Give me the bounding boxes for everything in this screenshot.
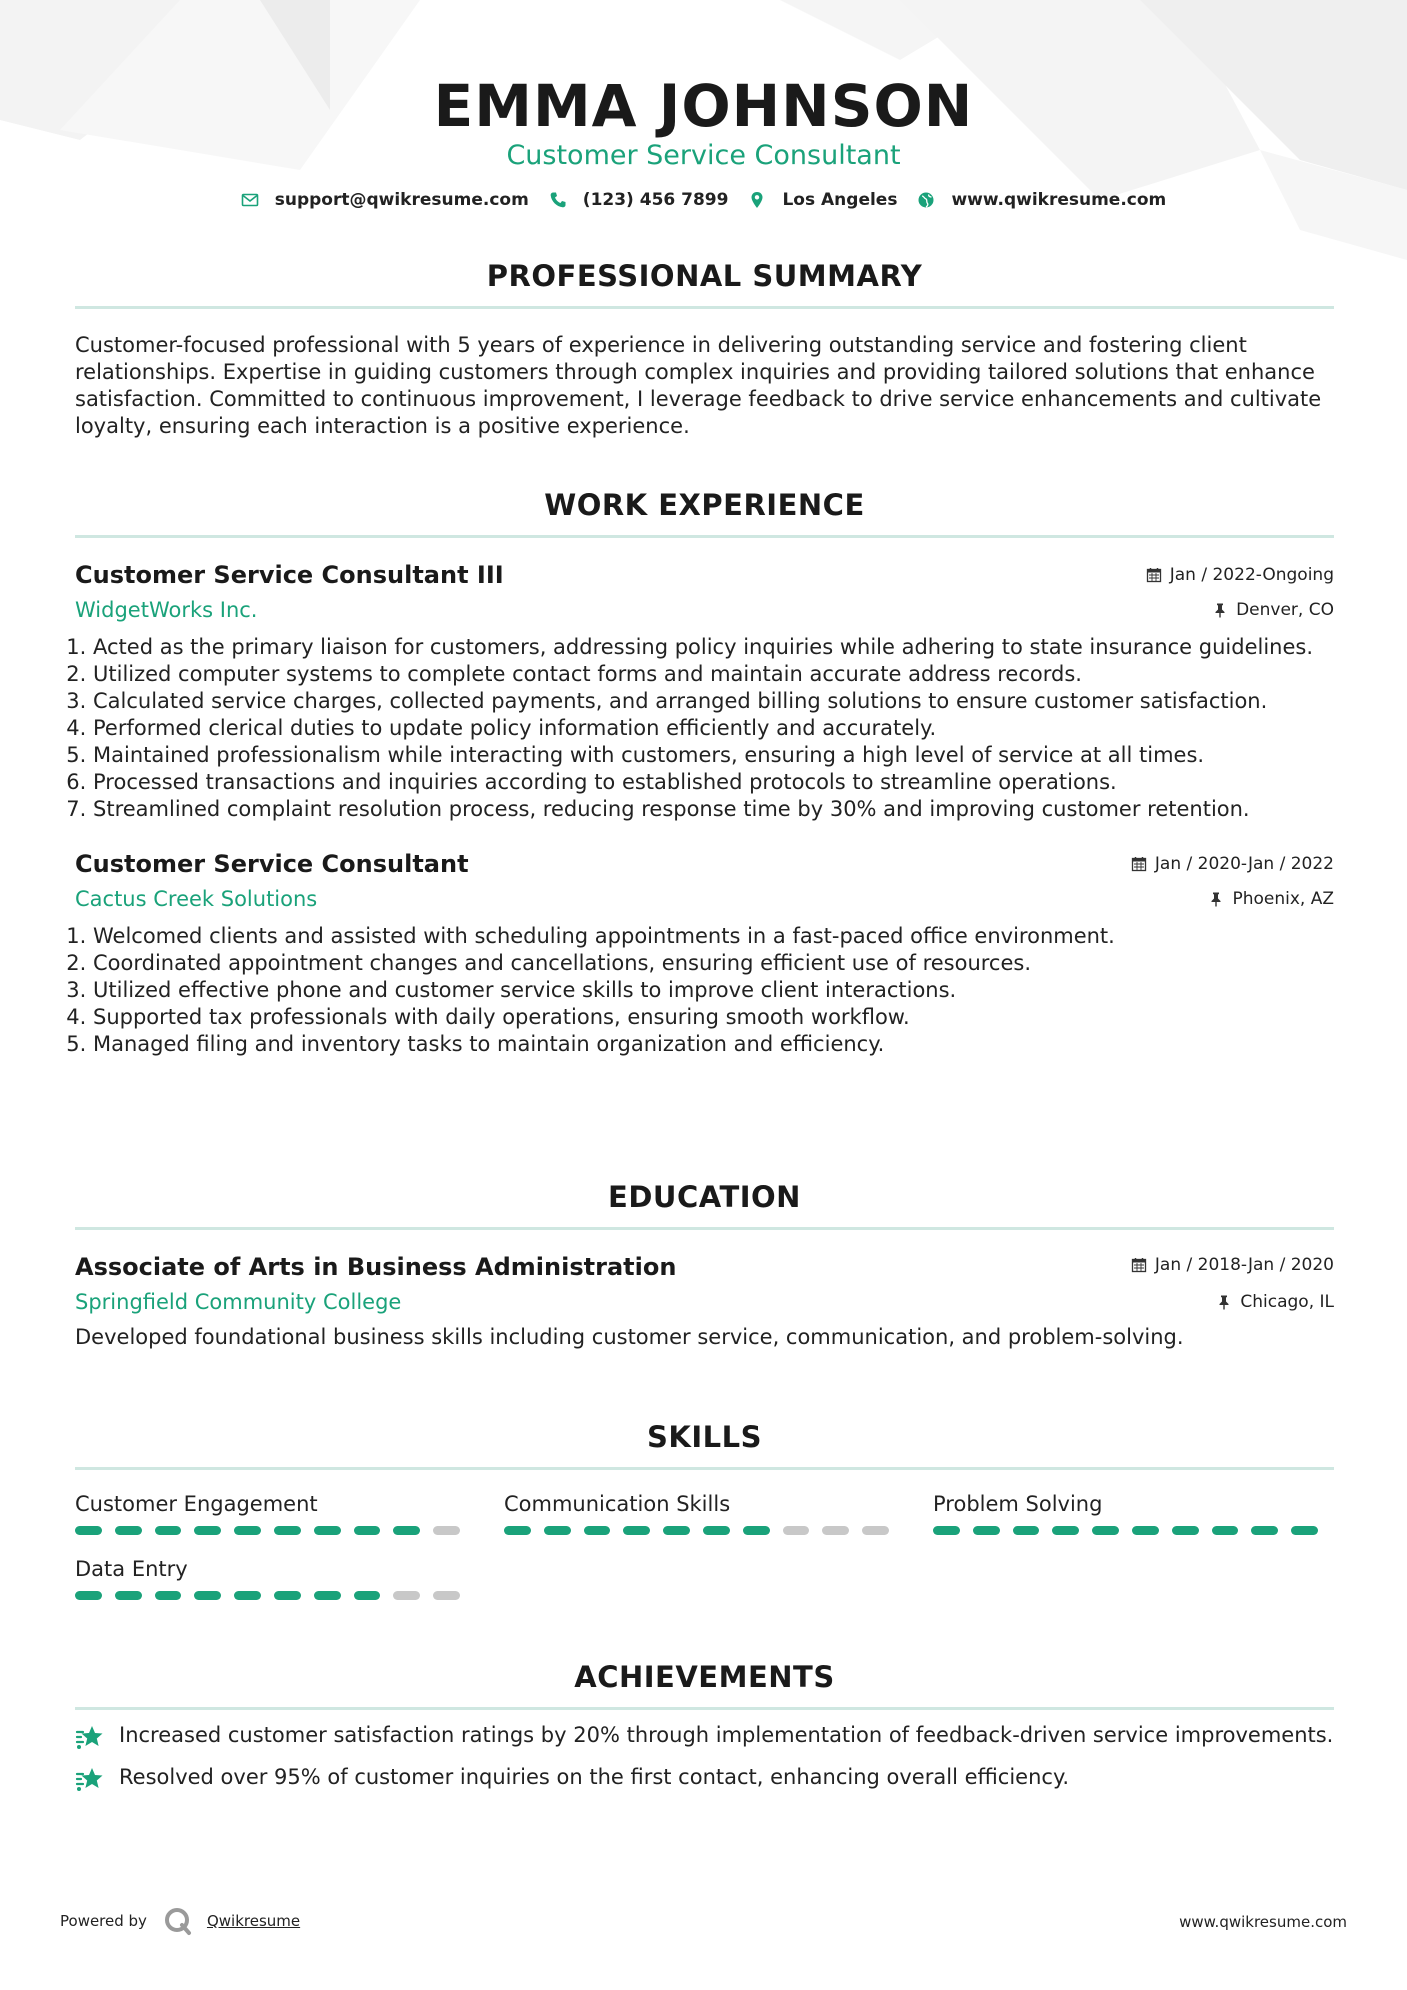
skill-segment-empty	[433, 1591, 460, 1600]
skill-segment-filled	[544, 1526, 571, 1535]
company-name: WidgetWorks Inc.	[75, 598, 258, 622]
job-title: Customer Service Consultant III	[75, 561, 504, 589]
skill-segment-filled	[194, 1591, 221, 1600]
phone-icon	[549, 191, 567, 209]
section-divider	[75, 1467, 1334, 1470]
section-divider	[75, 535, 1334, 538]
contact-email-text: support@qwikresume.com	[274, 190, 529, 210]
job-entry	[75, 560, 1334, 823]
brand-link[interactable]: Qwikresume	[206, 1912, 301, 1930]
skill-segment-filled	[1212, 1526, 1239, 1535]
duty-item: 5. Maintained professionalism while interacting with customers, ensuring a high level of service at all times.	[93, 742, 1334, 769]
degree-title: Associate of Arts in Business Administration	[75, 1253, 677, 1281]
skill-segment-filled	[194, 1526, 221, 1535]
skill-segment-filled	[1251, 1526, 1278, 1535]
skill-segment-filled	[584, 1526, 611, 1535]
calendar-icon	[1131, 856, 1147, 872]
education-heading: EDUCATION	[608, 1180, 801, 1214]
skill-segment-empty	[822, 1526, 849, 1535]
contact-website[interactable]	[917, 190, 1166, 210]
skill-segment-filled	[973, 1526, 1000, 1535]
duties-list	[75, 923, 1334, 1058]
duty-item: 4. Performed clerical duties to update policy information efficiently and accurately.	[93, 715, 1334, 742]
skill-segment-filled	[393, 1526, 420, 1535]
skill-segment-empty	[862, 1526, 889, 1535]
skills-grid	[75, 1490, 1334, 1600]
powered-by	[60, 1906, 300, 1936]
skill-name: Customer Engagement	[75, 1492, 318, 1516]
globe-icon	[917, 191, 935, 209]
education-entry	[75, 1252, 1334, 1351]
skill-segment-filled	[1052, 1526, 1079, 1535]
job-dates-text: Jan / 2020-Jan / 2022	[1154, 854, 1334, 874]
skill-segment-filled	[743, 1526, 770, 1535]
job-dates-text: Jan / 2022-Ongoing	[1169, 565, 1334, 585]
job-location-text: Denver, CO	[1236, 600, 1334, 620]
achievement-text: Increased customer satisfaction ratings by 20% through implementation of feedback-driven service improvements.	[119, 1723, 1334, 1747]
education-dates	[1131, 1254, 1334, 1276]
duties-list	[75, 634, 1334, 823]
summary-heading: PROFESSIONAL SUMMARY	[486, 259, 923, 293]
skill-item	[504, 1490, 902, 1535]
section-divider	[75, 1227, 1334, 1230]
experience-section	[75, 487, 1334, 1058]
skill-segment-filled	[115, 1526, 142, 1535]
pushpin-icon	[1212, 602, 1228, 618]
skill-name: Problem Solving	[933, 1492, 1103, 1516]
contact-phone[interactable]	[549, 190, 729, 210]
skill-segment-filled	[354, 1591, 381, 1600]
contact-location-text: Los Angeles	[782, 190, 898, 210]
skill-segment-filled	[623, 1526, 650, 1535]
skill-segment-filled	[933, 1526, 960, 1535]
duty-item: 4. Supported tax professionals with daily operations, ensuring smooth workflow.	[93, 1004, 1334, 1031]
contact-email[interactable]	[241, 190, 529, 210]
education-section	[75, 1179, 1334, 1351]
achievements-list	[75, 1722, 1334, 1794]
summary-section	[75, 258, 1334, 440]
achievement-item	[75, 1764, 1334, 1794]
contact-website-text: www.qwikresume.com	[951, 190, 1167, 210]
job-dates	[1131, 853, 1334, 875]
skill-level-bar	[504, 1526, 902, 1535]
skill-item	[933, 1490, 1331, 1535]
skill-segment-filled	[234, 1591, 261, 1600]
skill-segment-filled	[155, 1591, 182, 1600]
star-badge-icon	[75, 1722, 105, 1752]
contact-location	[748, 190, 897, 210]
achievement-item	[75, 1722, 1334, 1752]
candidate-name: EMMA JOHNSON	[433, 72, 974, 140]
duty-item: 2. Utilized computer systems to complete contact forms and maintain accurate address records.	[93, 661, 1334, 688]
skill-segment-filled	[1013, 1526, 1040, 1535]
skill-segment-filled	[75, 1591, 102, 1600]
section-divider	[75, 306, 1334, 309]
duty-item: 3. Calculated service charges, collected payments, and arranged billing solutions to ensure customer satisfaction.	[93, 688, 1334, 715]
job-entry	[75, 849, 1334, 1058]
skill-segment-filled	[504, 1526, 531, 1535]
star-badge-icon	[75, 1764, 105, 1794]
footer-url[interactable]: www.qwikresume.com	[1179, 1913, 1347, 1931]
powered-by-label: Powered by	[60, 1912, 147, 1930]
calendar-icon	[1131, 1257, 1147, 1273]
skill-segment-filled	[274, 1526, 301, 1535]
section-divider	[75, 1707, 1334, 1710]
skill-segment-filled	[274, 1591, 301, 1600]
skill-segment-empty	[393, 1591, 420, 1600]
skill-segment-filled	[1132, 1526, 1159, 1535]
skills-heading: SKILLS	[647, 1420, 762, 1454]
skill-segment-filled	[1172, 1526, 1199, 1535]
job-title: Customer Service Consultant	[75, 850, 469, 878]
skill-segment-filled	[314, 1591, 341, 1600]
pushpin-icon	[1216, 1294, 1232, 1310]
resume-header	[0, 70, 1407, 210]
skill-segment-filled	[155, 1526, 182, 1535]
duty-item: 6. Processed transactions and inquiries according to established protocols to streamline operations.	[93, 769, 1334, 796]
skill-segment-filled	[663, 1526, 690, 1535]
skill-segment-filled	[354, 1526, 381, 1535]
job-dates	[1146, 564, 1334, 586]
education-description: Developed foundational business skills including customer service, communication, and problem-solving.	[75, 1325, 1184, 1349]
skill-level-bar	[75, 1591, 473, 1600]
skill-segment-filled	[1092, 1526, 1119, 1535]
candidate-title: Customer Service Consultant	[506, 140, 901, 171]
skill-segment-empty	[783, 1526, 810, 1535]
page-footer	[0, 1898, 1407, 1938]
education-location	[1216, 1291, 1334, 1313]
contact-bar	[0, 190, 1407, 210]
skill-level-bar	[933, 1526, 1331, 1535]
skill-name: Communication Skills	[504, 1492, 731, 1516]
calendar-icon	[1146, 567, 1162, 583]
skills-section	[75, 1419, 1334, 1600]
duty-item: 7. Streamlined complaint resolution process, reducing response time by 30% and improving customer retention.	[93, 796, 1334, 823]
duty-item: 1. Welcomed clients and assisted with scheduling appointments in a fast-paced office environment.	[93, 923, 1334, 950]
school-name: Springfield Community College	[75, 1290, 402, 1314]
company-name: Cactus Creek Solutions	[75, 887, 318, 911]
summary-text: Customer-focused professional with 5 years of experience in delivering outstanding service and fostering client relationships. Expertise in guiding customers through complex inquiries and providing tailored solutions that enhance satisfaction. Committed to continuous improvement, I leverage feedback to drive service enhancements and cultivate loyalty, ensuring each interaction is a positive experience.	[75, 333, 1322, 438]
duty-item: 1. Acted as the primary liaison for customers, addressing policy inquiries while adhering to state insurance guidelines.	[93, 634, 1334, 661]
education-dates-text: Jan / 2018-Jan / 2020	[1154, 1255, 1334, 1275]
pushpin-icon	[1208, 891, 1224, 907]
duty-item: 5. Managed filing and inventory tasks to maintain organization and efficiency.	[93, 1031, 1334, 1058]
duty-item: 2. Coordinated appointment changes and cancellations, ensuring efficient use of resources.	[93, 950, 1334, 977]
job-location	[1212, 599, 1334, 621]
skill-segment-filled	[314, 1526, 341, 1535]
duty-item: 3. Utilized effective phone and customer service skills to improve client interactions.	[93, 977, 1334, 1004]
skill-name: Data Entry	[75, 1557, 188, 1581]
contact-phone-text: (123) 456 7899	[582, 190, 729, 210]
experience-heading: WORK EXPERIENCE	[544, 488, 865, 522]
skill-item	[75, 1490, 473, 1535]
achievements-heading: ACHIEVEMENTS	[574, 1660, 835, 1694]
map-pin-icon	[748, 191, 766, 209]
skill-item	[75, 1555, 473, 1600]
skill-segment-filled	[703, 1526, 730, 1535]
job-location-text: Phoenix, AZ	[1232, 889, 1334, 909]
skill-segment-empty	[433, 1526, 460, 1535]
skill-segment-filled	[1291, 1526, 1318, 1535]
achievements-section	[75, 1659, 1334, 1794]
skill-segment-filled	[115, 1591, 142, 1600]
envelope-icon	[241, 191, 259, 209]
education-location-text: Chicago, IL	[1240, 1292, 1334, 1312]
skill-segment-filled	[234, 1526, 261, 1535]
skill-segment-filled	[75, 1526, 102, 1535]
job-location	[1208, 888, 1334, 910]
achievement-text: Resolved over 95% of customer inquiries on the first contact, enhancing overall efficiency.	[119, 1765, 1070, 1789]
qwikresume-logo-icon	[163, 1906, 193, 1936]
skill-level-bar	[75, 1526, 473, 1535]
